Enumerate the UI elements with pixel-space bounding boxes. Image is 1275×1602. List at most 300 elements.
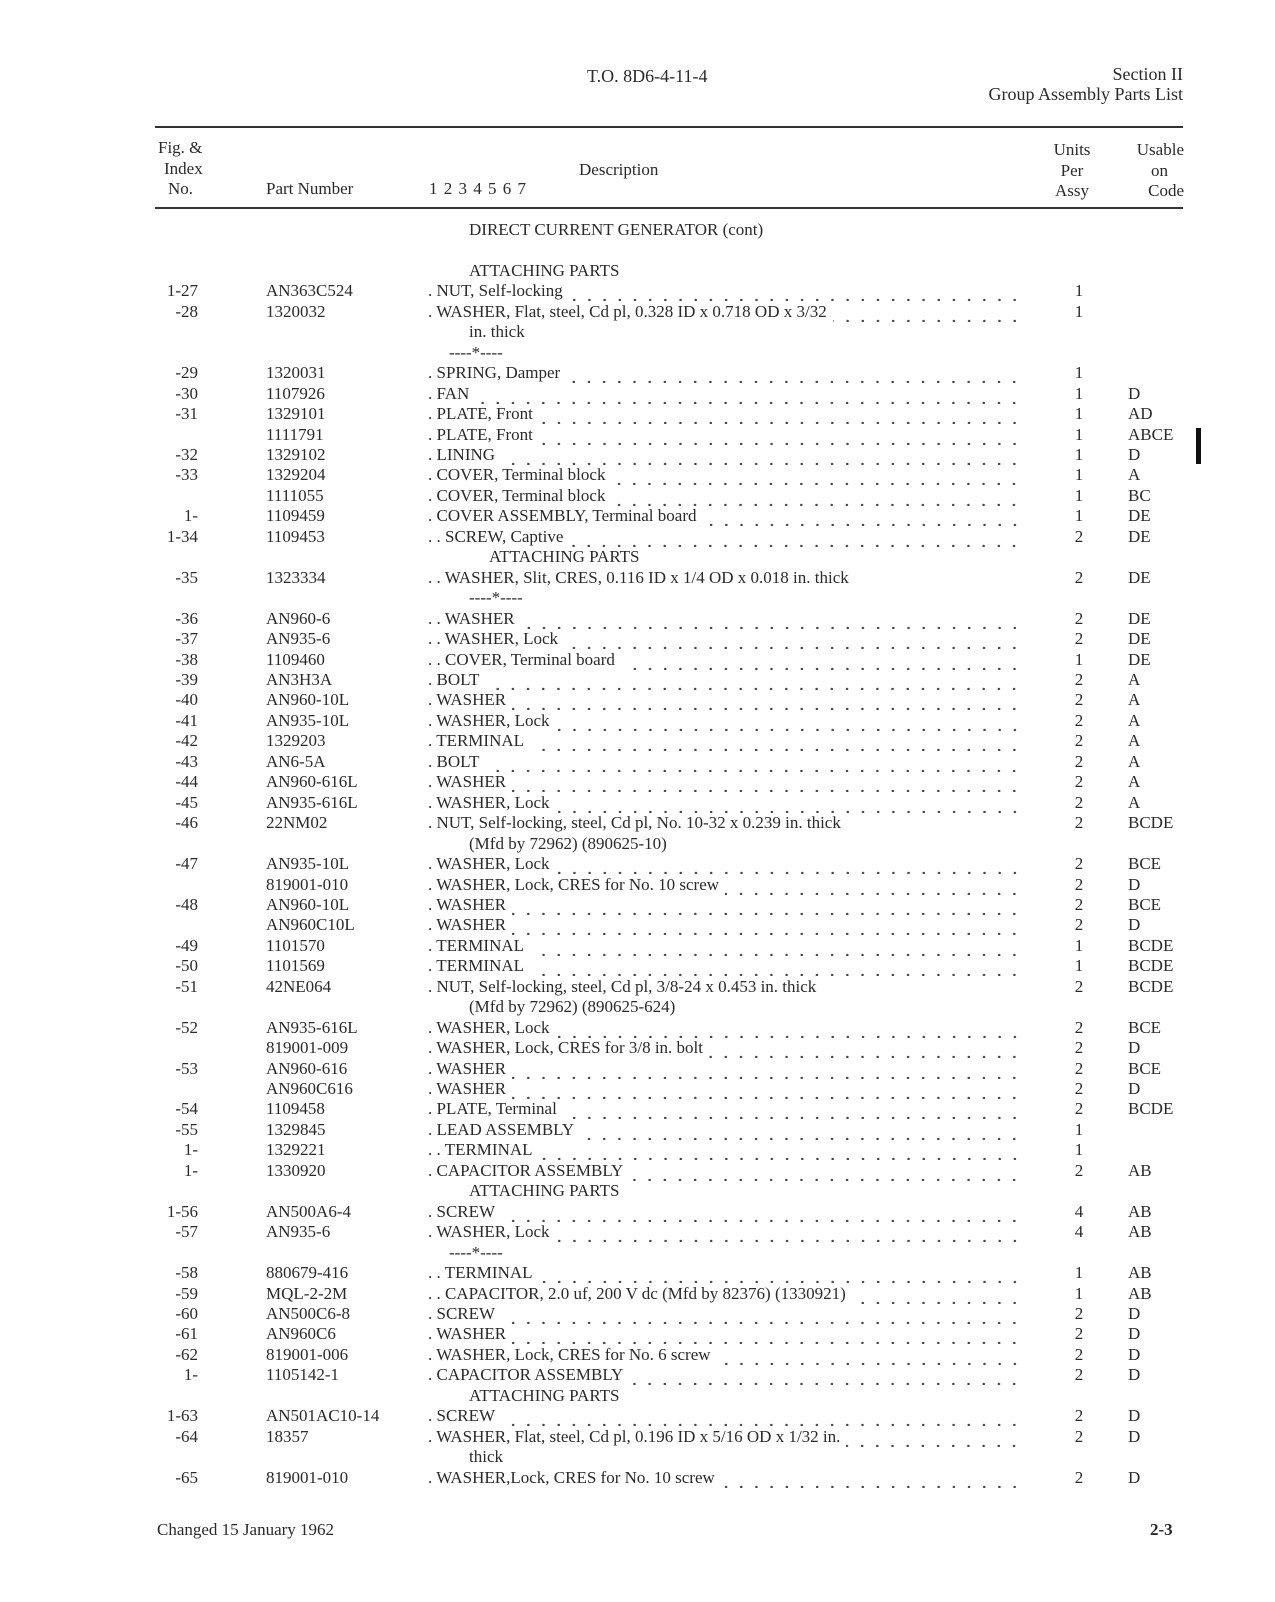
usable-on-code: BCDE <box>1128 956 1174 976</box>
table-row <box>0 1345 1275 1365</box>
units-per-assy: 2 <box>1074 526 1084 546</box>
dot-leader <box>512 1079 1022 1099</box>
description-text: . WASHER, Flat, steel, Cd pl, 0.328 ID x 0.718 OD x 3/32 <box>428 301 827 321</box>
section-label: Section II <box>1112 64 1183 84</box>
usable-on-code: D <box>1128 1467 1141 1487</box>
description-text: . SCREW <box>428 1406 496 1426</box>
table-row <box>0 1079 1275 1099</box>
part-number: AN960-10L <box>266 894 350 914</box>
units-per-assy: 2 <box>1074 792 1084 812</box>
table-row <box>0 629 1275 649</box>
description-text: . WASHER, Lock <box>428 854 550 874</box>
table-row <box>0 363 1275 383</box>
fig-index: -58 <box>175 1263 198 1283</box>
units-per-assy: 2 <box>1074 731 1084 751</box>
description <box>428 1365 1022 1385</box>
units-per-assy: 2 <box>1074 690 1084 710</box>
heading-text: ----*---- <box>469 588 523 608</box>
dot-leader <box>629 1161 1022 1181</box>
units-header <box>1046 140 1098 202</box>
table-row <box>0 302 1275 322</box>
heading-text: ----*---- <box>449 342 503 362</box>
part-number: MQL-2-2M <box>266 1283 348 1303</box>
part-number: 1329845 <box>266 1119 326 1139</box>
part-number: AN960C6 <box>266 1324 336 1344</box>
fig-index: -45 <box>175 792 198 812</box>
units-per-assy: 1 <box>1074 485 1084 505</box>
description-text: . TERMINAL <box>428 731 525 751</box>
fig-index: -43 <box>175 751 198 771</box>
usable-on-code: D <box>1128 915 1141 935</box>
part-number: 1101569 <box>266 956 325 976</box>
continuation-text: in. thick <box>469 322 525 342</box>
description-text: . WASHER <box>428 1058 507 1078</box>
dot-leader <box>501 1202 1022 1222</box>
part-number: AN500C6-8 <box>266 1304 351 1324</box>
description-text: . . WASHER, Lock <box>428 629 559 649</box>
units-per-assy: 4 <box>1074 1222 1084 1242</box>
description <box>428 486 1022 506</box>
part-number: AN6-5A <box>266 751 326 771</box>
dot-leader <box>539 425 1022 445</box>
part-number-header: Part Number <box>266 179 354 198</box>
description <box>428 527 1022 547</box>
description <box>428 404 1022 424</box>
fig-header-line: No. <box>168 179 194 198</box>
table-row <box>0 1038 1275 1058</box>
description-text: . NUT, Self-locking <box>428 281 563 301</box>
part-number: 1329221 <box>266 1140 326 1160</box>
description <box>428 650 1022 670</box>
usable-on-code: BCDE <box>1128 935 1174 955</box>
fig-index: -53 <box>175 1058 198 1078</box>
dot-leader <box>566 363 1022 383</box>
units-per-assy: 2 <box>1074 915 1084 935</box>
dot-leader <box>621 650 1022 670</box>
usable-on-code: D <box>1128 1324 1141 1344</box>
table-row <box>0 1304 1275 1324</box>
fig-index: -36 <box>175 608 198 628</box>
fig-index: -59 <box>175 1283 198 1303</box>
table-row <box>0 609 1275 629</box>
description <box>428 1099 1022 1119</box>
dot-leader <box>611 465 1022 485</box>
table-row <box>0 425 1275 445</box>
table-row <box>0 1222 1275 1242</box>
part-number: AN935-616L <box>266 1017 358 1037</box>
usable-on-code: AD <box>1128 404 1153 424</box>
units-per-assy: 2 <box>1074 1079 1084 1099</box>
dot-leader <box>530 956 1022 976</box>
dot-leader <box>569 281 1022 301</box>
usable-on-code: D <box>1128 1426 1141 1446</box>
description <box>428 1468 1022 1488</box>
units-per-assy: 4 <box>1074 1201 1084 1221</box>
description <box>428 690 1022 710</box>
units-per-assy: 2 <box>1074 710 1084 730</box>
description <box>428 1406 1022 1426</box>
usable-on-code: BCE <box>1128 894 1162 914</box>
description-text: . WASHER, Lock <box>428 1017 550 1037</box>
description-text: . PLATE, Front <box>428 424 533 444</box>
usable-on-code: D <box>1128 1304 1141 1324</box>
fig-index: -51 <box>175 976 198 996</box>
fig-index: -47 <box>175 854 198 874</box>
description-text: . SCREW <box>428 1201 496 1221</box>
fig-index: -57 <box>175 1222 198 1242</box>
heading-text: ----*---- <box>449 1242 503 1262</box>
part-number: 1111791 <box>266 424 324 444</box>
description <box>428 1079 1022 1099</box>
dot-leader <box>833 302 1022 322</box>
description <box>428 281 1022 301</box>
units-per-assy: 2 <box>1074 894 1084 914</box>
units-per-assy: 2 <box>1074 813 1084 833</box>
units-per-assy: 1 <box>1074 935 1084 955</box>
dot-leader <box>501 1304 1022 1324</box>
dot-leader <box>725 875 1022 895</box>
table-row <box>0 1468 1275 1488</box>
units-header-line: Per <box>1060 160 1084 180</box>
dot-leader <box>485 670 1022 690</box>
fig-index: -29 <box>175 363 198 383</box>
table-row <box>0 875 1275 895</box>
table-row <box>0 1263 1275 1283</box>
usable-on-code: AB <box>1128 1201 1152 1221</box>
part-number: AN3H3A <box>266 669 333 689</box>
description-text: . WASHER, Lock <box>428 710 550 730</box>
description-text: . . TERMINAL <box>428 1140 533 1160</box>
description <box>428 384 1022 404</box>
dot-leader <box>539 1263 1022 1283</box>
description <box>428 915 1022 935</box>
units-per-assy: 2 <box>1074 1467 1084 1487</box>
fig-index: -31 <box>175 404 198 424</box>
units-per-assy: 2 <box>1074 567 1084 587</box>
description-text: . . WASHER, Slit, CRES, 0.116 ID x 1/4 OD x 0.018 in. thick <box>428 567 849 587</box>
units-per-assy: 1 <box>1074 363 1084 383</box>
usable-header-line: Usable <box>1136 140 1184 159</box>
dot-leader <box>556 854 1022 874</box>
dot-leader <box>501 1406 1022 1426</box>
description-text: . COVER, Terminal block <box>428 465 606 485</box>
units-per-assy: 2 <box>1074 1344 1084 1364</box>
table-row <box>0 445 1275 465</box>
header-rule <box>155 126 1183 128</box>
fig-index: -50 <box>175 956 198 976</box>
usable-on-code: D <box>1128 444 1141 464</box>
description-text: . WASHER <box>428 772 507 792</box>
description <box>428 465 1022 485</box>
units-per-assy: 2 <box>1074 854 1084 874</box>
part-number: 22NM02 <box>266 813 328 833</box>
fig-index: -44 <box>175 772 198 792</box>
usable-on-code: DE <box>1128 506 1151 526</box>
part-number: 1109458 <box>266 1099 325 1119</box>
part-number: AN960-616 <box>266 1058 348 1078</box>
dot-leader <box>521 609 1022 629</box>
units-per-assy: 1 <box>1074 1263 1084 1283</box>
dot-leader <box>512 1059 1022 1079</box>
units-per-assy: 2 <box>1074 608 1084 628</box>
description-text: . NUT, Self-locking, steel, Cd pl, No. 10-32 x 0.239 in. thick <box>428 813 841 833</box>
description-text: . . CAPACITOR, 2.0 uf, 200 V dc (Mfd by 82376) (1330921) <box>428 1283 846 1303</box>
part-number: 1330920 <box>266 1160 326 1180</box>
usable-on-code: DE <box>1128 649 1151 669</box>
fig-index: 1-34 <box>166 526 198 546</box>
part-number: 18357 <box>266 1426 309 1446</box>
part-number: 1109460 <box>266 649 325 669</box>
dot-leader <box>846 1427 1022 1447</box>
part-number: 1109459 <box>266 506 325 526</box>
part-number: 819001-010 <box>266 1467 349 1487</box>
heading-text: ATTACHING PARTS <box>469 1385 620 1405</box>
table-row <box>0 690 1275 710</box>
table-row <box>0 711 1275 731</box>
dot-leader <box>852 1284 1022 1304</box>
usable-on-code: A <box>1128 669 1141 689</box>
usable-on-code: AB <box>1128 1263 1152 1283</box>
dot-leader <box>512 690 1022 710</box>
units-per-assy: 2 <box>1074 1160 1084 1180</box>
part-number: 819001-006 <box>266 1344 349 1364</box>
table-row <box>0 1202 1275 1222</box>
description <box>428 609 1022 629</box>
table-row <box>0 506 1275 526</box>
description <box>428 1140 1022 1160</box>
description-text: . TERMINAL <box>428 935 525 955</box>
attaching-parts-end <box>0 1243 1275 1263</box>
part-number: 1329203 <box>266 731 326 751</box>
description-text: . COVER, Terminal block <box>428 485 606 505</box>
table-row <box>0 813 1275 833</box>
description <box>428 772 1022 792</box>
description-continuation <box>0 1447 1275 1467</box>
dot-leader <box>721 1468 1022 1488</box>
continuation-text: thick <box>469 1447 503 1467</box>
page-number: 2-3 <box>1150 1520 1173 1539</box>
table-row <box>0 404 1275 424</box>
description <box>428 793 1022 813</box>
usable-on-code: D <box>1128 1038 1141 1058</box>
attaching-parts-heading <box>0 1386 1275 1406</box>
table-row <box>0 731 1275 751</box>
usable-on-code: ABCE <box>1128 424 1174 444</box>
usable-on-code: A <box>1128 690 1141 710</box>
table-row <box>0 281 1275 301</box>
heading-text: ATTACHING PARTS <box>489 547 640 567</box>
description-text: . COVER ASSEMBLY, Terminal board <box>428 506 697 526</box>
dot-leader <box>569 527 1022 547</box>
description-text: . WASHER, Lock, CRES for 3/8 in. bolt <box>428 1038 703 1058</box>
description-text: . . SCREW, Captive <box>428 526 564 546</box>
description <box>428 977 1022 997</box>
table-row <box>0 670 1275 690</box>
description-text: . BOLT <box>428 751 480 771</box>
part-number: 1320031 <box>266 363 326 383</box>
usable-on-code: A <box>1128 710 1141 730</box>
description <box>428 506 1022 526</box>
table-row <box>0 936 1275 956</box>
description <box>428 752 1022 772</box>
table-row <box>0 956 1275 976</box>
units-per-assy: 1 <box>1074 1140 1084 1160</box>
units-per-assy: 1 <box>1074 1119 1084 1139</box>
description-text: . WASHER, Lock <box>428 792 550 812</box>
usable-on-code: BCDE <box>1128 813 1174 833</box>
dot-leader <box>629 1365 1022 1385</box>
fig-index: -38 <box>175 649 198 669</box>
part-number: AN935-10L <box>266 710 350 730</box>
table-row <box>0 1284 1275 1304</box>
part-number: AN500A6-4 <box>266 1201 351 1221</box>
description <box>428 1059 1022 1079</box>
description-continuation <box>0 997 1275 1017</box>
fig-index: -35 <box>175 567 198 587</box>
table-row <box>0 1324 1275 1344</box>
units-per-assy: 1 <box>1074 444 1084 464</box>
fig-index: 1- <box>183 1160 198 1180</box>
description-text: . SCREW <box>428 1304 496 1324</box>
dot-leader <box>717 1345 1022 1365</box>
continuation-text: (Mfd by 72962) (890625-10) <box>469 833 667 853</box>
description <box>428 1345 1022 1365</box>
units-per-assy: 2 <box>1074 1426 1084 1446</box>
dot-leader <box>539 404 1022 424</box>
units-per-assy: 2 <box>1074 976 1084 996</box>
usable-code-header <box>1118 140 1184 202</box>
usable-on-code: A <box>1128 751 1141 771</box>
dot-leader <box>512 915 1022 935</box>
part-number: 1329101 <box>266 404 326 424</box>
part-number: 1329204 <box>266 465 326 485</box>
description-text: . . COVER, Terminal board <box>428 649 615 669</box>
units-per-assy: 1 <box>1074 506 1084 526</box>
fig-index: -49 <box>175 935 198 955</box>
fig-index: -28 <box>175 301 198 321</box>
section-title: Group Assembly Parts List <box>988 84 1183 104</box>
fig-index: -42 <box>175 731 198 751</box>
dot-leader <box>709 1038 1022 1058</box>
units-per-assy: 2 <box>1074 1406 1084 1426</box>
usable-on-code: DE <box>1128 526 1151 546</box>
usable-on-code: A <box>1128 731 1141 751</box>
part-number: AN935-10L <box>266 854 350 874</box>
fig-index: 1- <box>183 1365 198 1385</box>
usable-on-code: BCDE <box>1128 976 1174 996</box>
column-header-rule <box>155 207 1183 209</box>
part-number: 1101570 <box>266 935 325 955</box>
dot-leader <box>512 772 1022 792</box>
description <box>428 1222 1022 1242</box>
units-per-assy: 2 <box>1074 1038 1084 1058</box>
dot-leader <box>530 731 1022 751</box>
table-row <box>0 1406 1275 1426</box>
part-number: 1111055 <box>266 485 324 505</box>
dot-leader <box>564 629 1022 649</box>
fig-index: 1-27 <box>166 281 198 301</box>
description-header: Description <box>579 160 659 179</box>
fig-index: -30 <box>175 383 198 403</box>
usable-on-code: D <box>1128 1406 1141 1426</box>
table-row <box>0 1018 1275 1038</box>
dot-leader <box>512 1324 1022 1344</box>
usable-on-code: BCE <box>1128 1017 1162 1037</box>
dot-leader <box>563 1099 1022 1119</box>
description <box>428 670 1022 690</box>
units-per-assy: 2 <box>1074 1017 1084 1037</box>
usable-on-code: D <box>1128 1344 1141 1364</box>
description <box>428 731 1022 751</box>
description <box>428 1324 1022 1344</box>
description-text: . PLATE, Terminal <box>428 1099 557 1119</box>
description <box>428 1018 1022 1038</box>
table-row <box>0 486 1275 506</box>
table-row <box>0 977 1275 997</box>
table-row <box>0 793 1275 813</box>
part-number: 1107926 <box>266 383 325 403</box>
part-number: AN935-616L <box>266 792 358 812</box>
table-row <box>0 752 1275 772</box>
units-per-assy: 2 <box>1074 1365 1084 1385</box>
usable-on-code: DE <box>1128 629 1151 649</box>
fig-index: 1- <box>183 506 198 526</box>
description-text: . WASHER,Lock, CRES for No. 10 screw <box>428 1467 715 1487</box>
part-number: 819001-009 <box>266 1038 349 1058</box>
usable-on-code: AB <box>1128 1283 1152 1303</box>
table-row <box>0 1059 1275 1079</box>
fig-index: 1-56 <box>166 1201 198 1221</box>
usable-on-code: D <box>1128 1079 1141 1099</box>
table-row <box>0 1161 1275 1181</box>
description-text: . WASHER, Flat, steel, Cd pl, 0.196 ID x 5/16 OD x 1/32 in. <box>428 1426 841 1446</box>
units-per-assy: 2 <box>1074 1099 1084 1119</box>
fig-index: -46 <box>175 813 198 833</box>
description-text: . PLATE, Front <box>428 404 533 424</box>
description <box>428 875 1022 895</box>
description <box>428 936 1022 956</box>
table-row <box>0 915 1275 935</box>
usable-on-code: BCE <box>1128 1058 1162 1078</box>
usable-on-code: D <box>1128 383 1141 403</box>
units-per-assy: 1 <box>1074 404 1084 424</box>
units-header-line: Assy <box>1054 181 1089 200</box>
table-row <box>0 384 1275 404</box>
description <box>428 445 1022 465</box>
parts-list <box>0 220 1275 1488</box>
part-number: AN960-10L <box>266 690 350 710</box>
description <box>428 363 1022 383</box>
description-text: . BOLT <box>428 669 480 689</box>
part-number: AN935-6 <box>266 1222 331 1242</box>
usable-on-code: A <box>1128 772 1141 792</box>
table-row <box>0 1365 1275 1385</box>
dot-leader <box>530 936 1022 956</box>
fig-index: -55 <box>175 1119 198 1139</box>
part-number: AN935-6 <box>266 629 331 649</box>
usable-on-code: DE <box>1128 608 1151 628</box>
description <box>428 425 1022 445</box>
part-number: AN501AC10-14 <box>266 1406 380 1426</box>
description <box>428 813 1022 833</box>
usable-on-code: AB <box>1128 1222 1152 1242</box>
fig-index: -48 <box>175 894 198 914</box>
change-date: Changed 15 January 1962 <box>157 1520 335 1539</box>
dot-leader <box>485 752 1022 772</box>
description-text: . LEAD ASSEMBLY <box>428 1119 575 1139</box>
fig-index: -61 <box>175 1324 198 1344</box>
table-row <box>0 465 1275 485</box>
